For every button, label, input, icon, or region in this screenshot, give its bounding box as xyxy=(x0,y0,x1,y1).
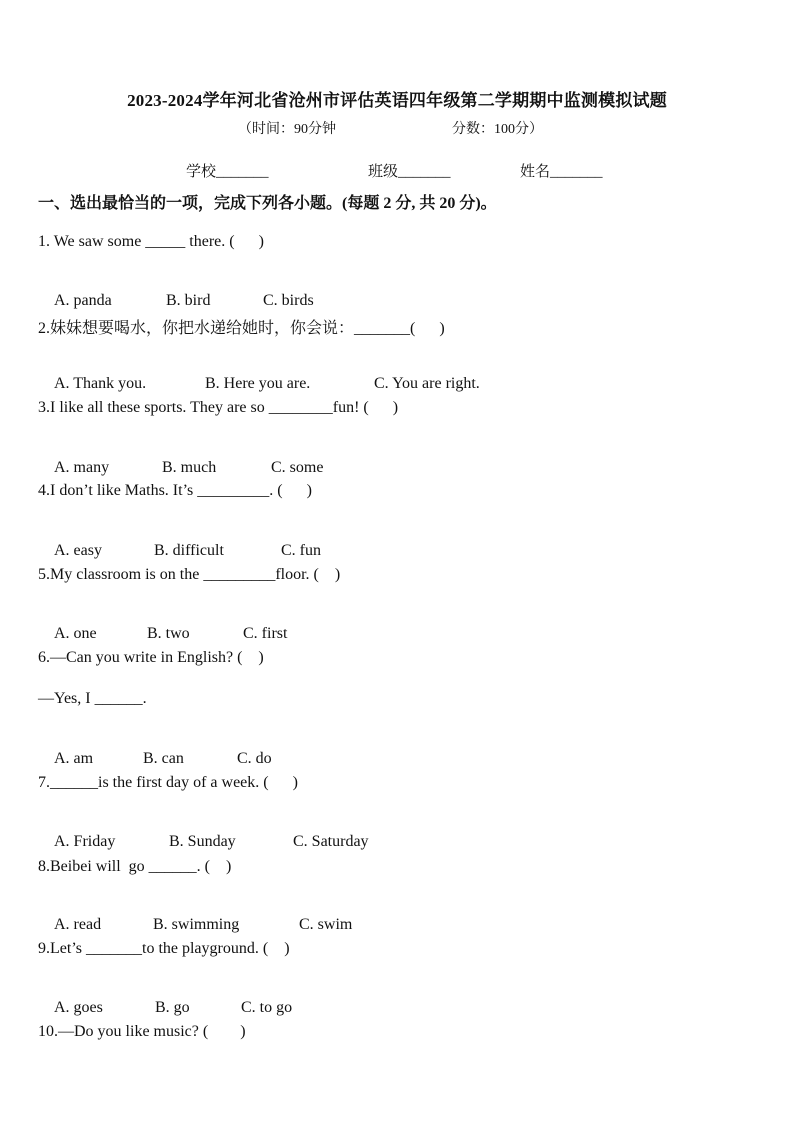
option-c: C. birds xyxy=(263,292,314,309)
question-reply: —Yes, I ______. xyxy=(38,690,147,707)
school-field: 学校_______ xyxy=(186,164,269,180)
option-b: B. can xyxy=(143,750,184,767)
section-heading: 一、选出最恰当的一项，完成下列各小题。(每题 2 分, 共 20 分)。 xyxy=(38,195,497,212)
option-b: B. Here you are. xyxy=(205,375,311,392)
option-c: C. first xyxy=(243,625,288,642)
option-a: A. Thank you. xyxy=(54,375,147,392)
option-b: B. go xyxy=(155,999,190,1016)
question-stem: 10.—Do you like music? ( ) xyxy=(38,1023,246,1040)
exam-score: 分数：100分） xyxy=(452,122,543,137)
option-b: B. bird xyxy=(166,292,211,309)
name-field: 姓名_______ xyxy=(520,164,603,180)
question-stem: 8.Beibei will go ______. ( ) xyxy=(38,858,232,875)
option-b: B. difficult xyxy=(154,542,224,559)
question-stem: 1. We saw some _____ there. ( ) xyxy=(38,233,264,250)
option-a: A. read xyxy=(54,916,102,933)
question-stem: 7.______is the first day of a week. ( ) xyxy=(38,774,298,791)
option-c: C. swim xyxy=(299,916,353,933)
option-c: C. do xyxy=(237,750,272,767)
option-b: B. much xyxy=(162,459,217,476)
option-a: A. easy xyxy=(54,542,102,559)
option-c: C. You are right. xyxy=(374,375,480,392)
exam-time: （时间：90分钟 xyxy=(238,122,336,137)
option-c: C. Saturday xyxy=(293,833,369,850)
option-b: B. Sunday xyxy=(169,833,236,850)
question-stem: 2.妹妹想要喝水，你把水递给她时，你会说：_______( ) xyxy=(38,320,445,337)
option-a: A. goes xyxy=(54,999,103,1016)
option-c: C. some xyxy=(271,459,324,476)
question-stem: 9.Let’s _______to the playground. ( ) xyxy=(38,940,290,957)
question-stem: 3.I like all these sports. They are so ________fun! ( ) xyxy=(38,399,399,416)
option-a: A. many xyxy=(54,459,110,476)
option-c: C. to go xyxy=(241,999,293,1016)
option-a: A. Friday xyxy=(54,833,116,850)
question-stem: 4.I don’t like Maths. It’s _________. ( ) xyxy=(38,482,312,499)
option-c: C. fun xyxy=(281,542,321,559)
question-stem: 5.My classroom is on the _________floor. ( ) xyxy=(38,566,341,583)
question-stem: 6.—Can you write in English? ( ) xyxy=(38,649,264,666)
option-b: B. two xyxy=(147,625,190,642)
option-a: A. one xyxy=(54,625,97,642)
option-b: B. swimming xyxy=(153,916,240,933)
option-a: A. am xyxy=(54,750,94,767)
option-a: A. panda xyxy=(54,292,112,309)
class-field: 班级_______ xyxy=(368,164,451,180)
page-title: 2023-2024学年河北省沧州市评估英语四年级第二学期期中监测模拟试题 xyxy=(127,91,667,110)
